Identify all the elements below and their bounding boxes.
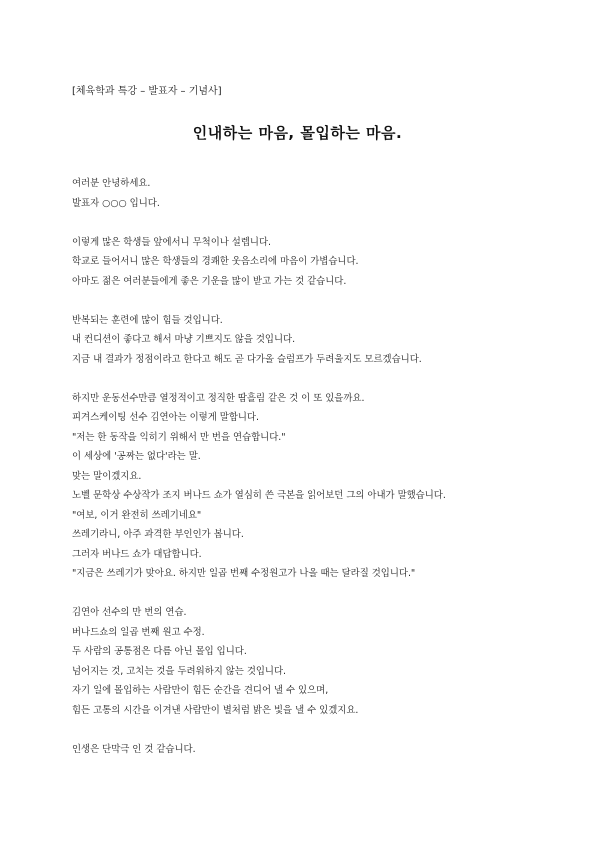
text-line: 자기 일에 몰입하는 사람만이 힘든 순간을 견디어 낼 수 있으며,: [72, 685, 329, 696]
text-line: 그러자 버나드 쇼가 대답합니다.: [72, 548, 202, 560]
text-line: 학교로 들어서니 많은 학생들의 경쾌한 웃음소리에 마음이 가볍습니다.: [72, 256, 359, 267]
paragraph-examples: [72, 389, 532, 584]
text-line: 반복되는 훈련에 많이 힘들 것입니다.: [72, 314, 223, 326]
text-line: 하지만 운동선수만큼 열정적이고 정직한 땀흘림 같은 것 이 또 있을까요.: [72, 392, 365, 404]
quote-line: "지금은 쓰레기가 맞아요. 하지만 일곱 번째 수정원고가 나올 때는 달라질 것입니다.": [72, 568, 416, 579]
paragraph-intro: [72, 233, 532, 292]
text-line: 힘든 고통의 시간을 이겨낸 사람만이 별처럼 밝은 빛을 낼 수 있겠지요.: [72, 704, 359, 716]
text-line: 이 세상에 '공짜는 없다'라는 말.: [72, 451, 201, 462]
paragraph-training: [72, 311, 532, 370]
paragraph-immersion: [72, 603, 532, 720]
text-line: 지금 내 결과가 정점이라고 한다고 해도 곧 다가올 슬럼프가 두려울지도 모르겠습니다.: [72, 353, 422, 365]
text-line: 쓰레기라니, 아주 과격한 부인인가 봅니다.: [72, 529, 244, 540]
text-line: 맞는 말이겠지요.: [72, 470, 142, 482]
text-line: 인생은 단막극 인 것 같습니다.: [72, 743, 196, 755]
paragraph-greeting: [72, 174, 532, 213]
text-line: 노벨 문학상 수상작가 조지 버나드 쇼가 열심히 쓴 극본을 읽어보던 그의 아내가 말했습니다.: [72, 490, 446, 501]
document-title: 인내하는 마음, 몰입하는 마음.: [192, 124, 403, 142]
document-body: [72, 174, 532, 779]
text-line: 두 사람의 공통점은 다름 아닌 몰입 입니다.: [72, 646, 247, 657]
text-line: 아마도 젊은 여러분들에게 좋은 기운을 많이 받고 가는 것 같습니다.: [72, 275, 347, 287]
text-line: 발표자 ○○○ 입니다.: [72, 197, 160, 209]
document-header: [체육학과 특강 – 발표자 – 기념사]: [72, 86, 222, 97]
quote-line: "저는 한 동작을 익히기 위해서 만 번을 연습합니다.": [72, 431, 286, 443]
text-line: 피겨스케이팅 선수 김연아는 이렇게 말합니다.: [72, 412, 259, 423]
text-line: 내 컨디션이 좋다고 해서 마냥 기쁘지도 않을 것입니다.: [72, 334, 296, 345]
text-line: 넘어지는 것, 고치는 것을 두려워하지 않는 것입니다.: [72, 665, 287, 677]
paragraph-closing: [72, 740, 532, 760]
text-line: 이렇게 많은 학생들 앞에서니 무척이나 설렙니다.: [72, 236, 272, 248]
text-line: 김연아 선수의 만 번의 연습.: [72, 607, 187, 618]
text-line: 버나드쇼의 일곱 번째 원고 수정.: [72, 626, 205, 638]
text-line: 여러분 안녕하세요.: [72, 178, 151, 189]
quote-line: "여보, 이거 완전히 쓰레기네요": [72, 509, 202, 521]
